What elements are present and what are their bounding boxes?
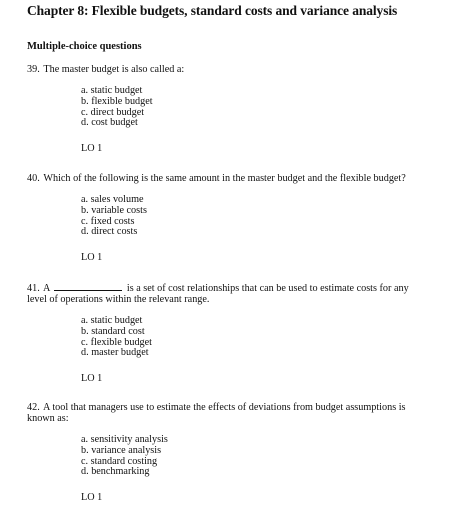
learning-objective: LO 1 (81, 252, 103, 264)
option-a: a. static budget (81, 315, 143, 326)
question-text (27, 402, 447, 424)
option-c: c. flexible budget (81, 336, 153, 348)
learning-objective: LO 1 (81, 492, 103, 504)
option-d: d. cost budget (81, 117, 138, 129)
answer-options (27, 316, 447, 359)
option-d: d. benchmarking (81, 466, 150, 478)
question-39 (27, 64, 447, 154)
learning-objective: LO 1 (81, 143, 103, 155)
question-text (27, 173, 447, 184)
option-c: c. fixed costs (81, 215, 135, 227)
question-stem-start: A (42, 283, 50, 294)
question-stem-end: is a set of cost relationships that can be used to estimate costs for any (126, 283, 409, 294)
option-a: a. sensitivity analysis (81, 434, 168, 445)
option-a: a. sales volume (81, 194, 144, 205)
question-text (27, 64, 447, 75)
option-b: b. standard cost (81, 325, 145, 337)
chapter-title: Chapter 8: Flexible budgets, standard costs and variance analysis (27, 3, 398, 18)
option-d: d. master budget (81, 347, 149, 359)
answer-options (27, 195, 447, 238)
option-c: c. direct budget (81, 106, 145, 118)
question-stem: Which of the following is the same amount in the master budget and the flexible budget? (43, 173, 406, 184)
question-stem-line2: known as: (27, 413, 69, 424)
question-42 (27, 402, 447, 503)
section-heading: Multiple-choice questions (27, 41, 142, 52)
question-number: 42. (27, 402, 40, 413)
learning-objective: LO 1 (81, 373, 103, 385)
option-a: a. static budget (81, 85, 143, 96)
question-40 (27, 173, 447, 263)
question-stem: The master budget is also called a: (43, 64, 185, 75)
option-b: b. variable costs (81, 204, 147, 216)
question-41 (27, 281, 447, 384)
question-number: 41. (27, 283, 40, 294)
answer-blank (54, 281, 122, 291)
question-stem-line2: level of operations within the relevant range. (27, 294, 210, 305)
option-d: d. direct costs (81, 226, 138, 238)
answer-options (27, 435, 447, 478)
option-b: b. flexible budget (81, 95, 153, 107)
option-b: b. variance analysis (81, 444, 162, 456)
answer-options (27, 86, 447, 129)
question-text (27, 281, 447, 305)
question-number: 39. (27, 64, 40, 75)
question-stem: A tool that managers use to estimate the effects of deviations from budget assumptions is (42, 402, 406, 413)
option-c: c. standard costing (81, 455, 158, 467)
question-number: 40. (27, 173, 40, 184)
